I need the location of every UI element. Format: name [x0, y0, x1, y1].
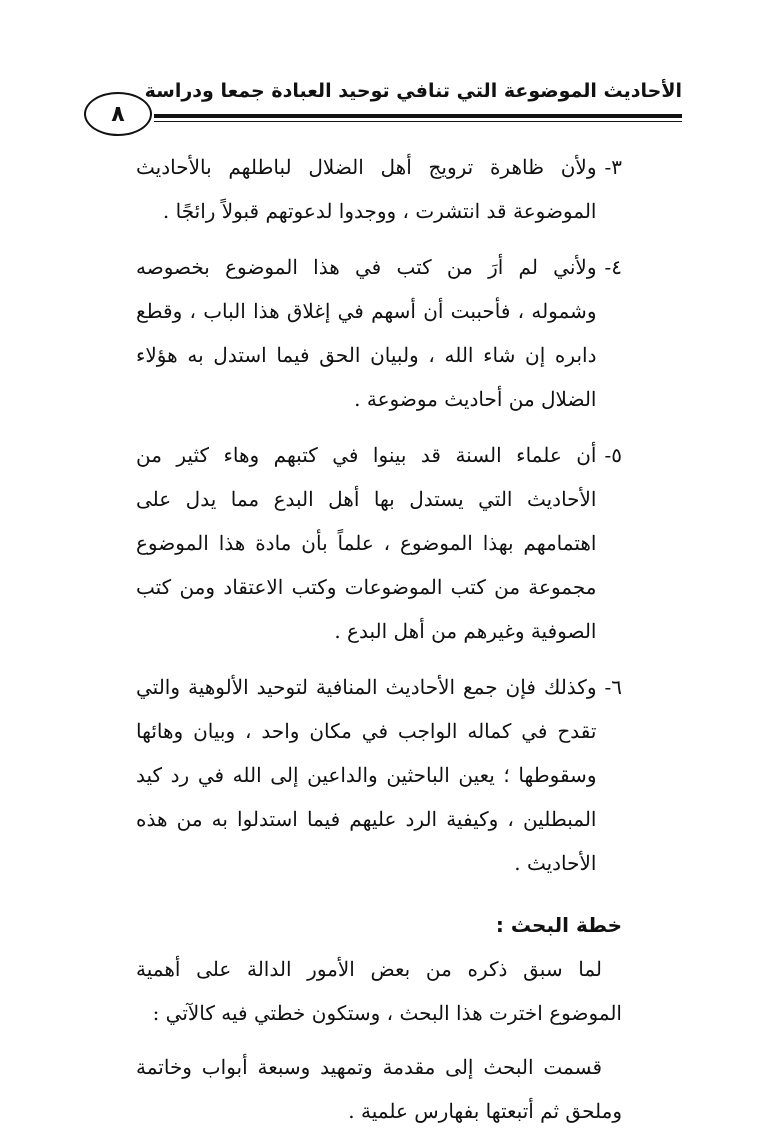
section-heading: خطة البحث : — [495, 913, 622, 937]
list-item-text: أن علماء السنة قد بينوا في كتبهم وهاء كثير من الأحاديث التي يستدل بها أهل البدع مما يدل على اهتمامهم بهذا الموضوع ، علماً بأن مادة هذا الموضوع مجموعة من كتب الموضوعات وكتب الاعتقاد ومن كتب الصوفية وغيرهم من أهل البدع . — [136, 443, 597, 643]
header-rule-thick — [154, 114, 682, 118]
list-item-number: ٦- — [604, 675, 622, 699]
list-item-text: وكذلك فإن جمع الأحاديث المنافية لتوحيد الألوهية والتي تقدح في كماله الواجب في مكان واحد ، وبيان وهائها وسقوطها ؛ يعين الباحثين والداعين إلى الله في رد كيد المبطلين ، وكيفية الرد عليهم فيما استدلوا به من هذه الأحاديث . — [136, 675, 597, 875]
header-rule-thin — [154, 121, 682, 122]
running-header — [84, 64, 682, 126]
list-item — [136, 145, 622, 233]
body-paragraph: قسمت البحث إلى مقدمة وتمهيد وسبعة أبواب وخاتمة وملحق ثم أتبعتها بفهارس علمية . — [136, 1055, 622, 1123]
body-paragraph: لما سبق ذكره من بعض الأمور الدالة على أهمية الموضوع اخترت هذا البحث ، وستكون خطتي فيه كالآتي : — [136, 957, 622, 1025]
list-item-number: ٣- — [604, 155, 622, 179]
list-item — [136, 433, 622, 653]
list-item-text: ولأني لم أرَ من كتب في هذا الموضوع بخصوصه وشموله ، فأحببت أن أسهم في إغلاق هذا الباب ، وقطع دابره إن شاء الله ، ولبيان الحق فيما استدل به هؤلاء الضلال من أحاديث موضوعة . — [136, 255, 597, 411]
list-item — [136, 665, 622, 885]
list-item — [136, 245, 622, 421]
list-item-text: ولأن ظاهرة ترويج أهل الضلال لباطلهم بالأحاديث الموضوعة قد انتشرت ، ووجدوا لدعوتهم قبولاً رائجًا . — [136, 155, 597, 223]
page-body — [136, 145, 622, 1143]
page-number: ٨ — [84, 92, 152, 136]
list-item-number: ٥- — [604, 443, 622, 467]
running-header-title: الأحاديث الموضوعة التي تنافي توحيد العبادة جمعا ودراسة — [144, 80, 682, 102]
list-item-number: ٤- — [604, 255, 622, 279]
